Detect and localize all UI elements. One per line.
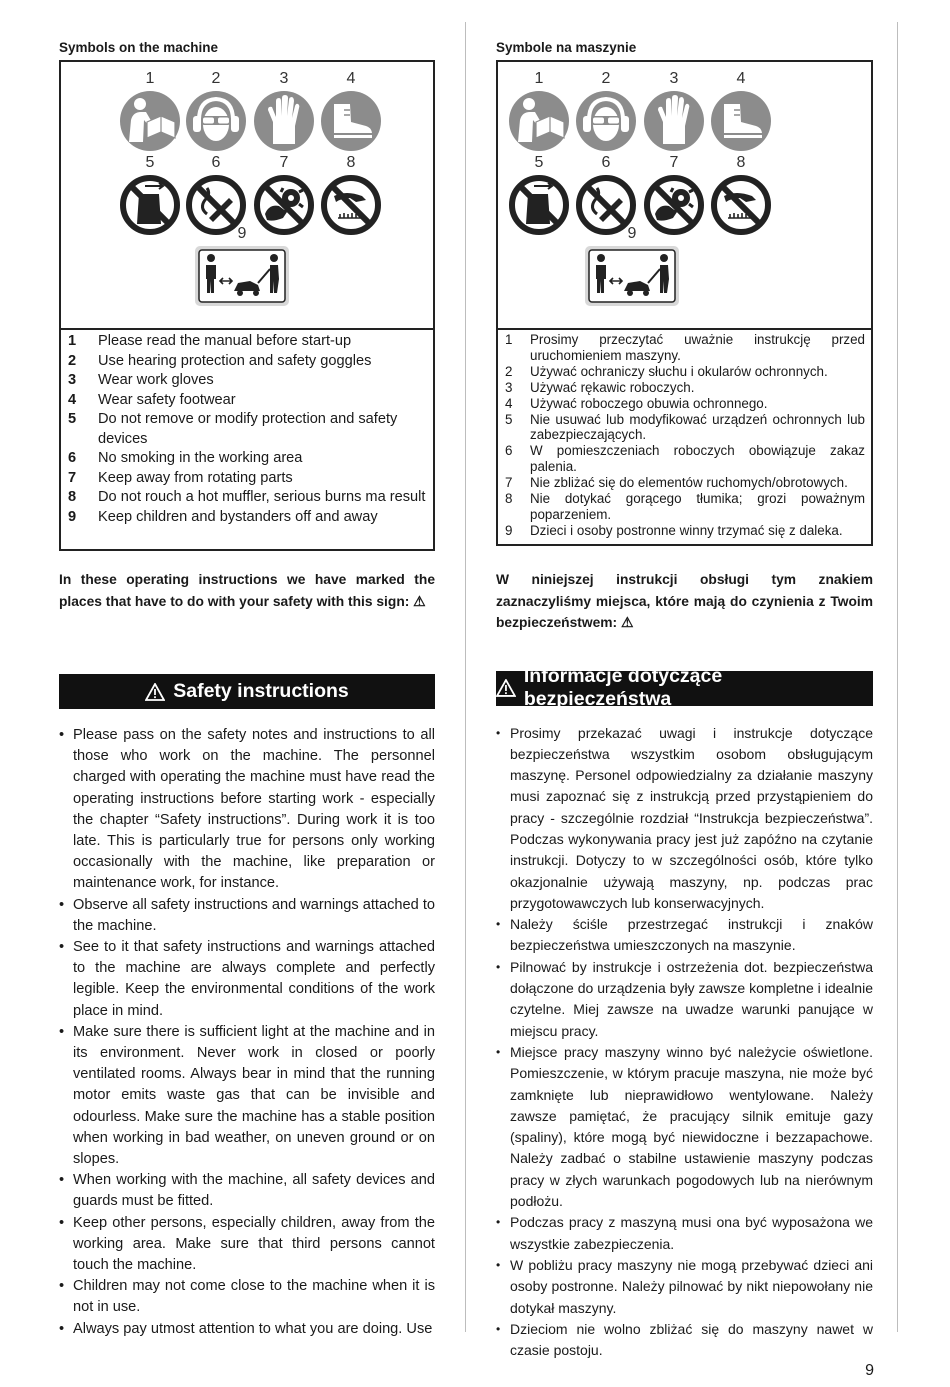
list-item: 9 Keep children and bystanders off and away [68, 508, 378, 525]
warning-icon [145, 683, 165, 701]
list-item: 6 No smoking in the working area [68, 450, 303, 466]
symbol-number: 6 [211, 154, 221, 171]
list-item: 7 Keep away from rotating parts [68, 469, 293, 486]
keep-bystanders-away-icon [584, 245, 680, 307]
list-item: 5 Do not remove or modify protection and safety devices [68, 411, 398, 447]
list-item: 3 Używać rękawic roboczych. [505, 379, 695, 395]
symbol-number: 2 [211, 70, 221, 87]
symbol-number: 5 [145, 154, 155, 171]
list-item: 9 Dzieci i osoby postronne winny trzymać się z daleka. [505, 522, 843, 538]
no-removing-guards-icon [508, 174, 570, 236]
safety-sign-note: W niniejszej instrukcji obsługi tym znakiem zaznaczyliśmy miejsca, które mają do czynienia z Twoim bezpieczeństwem: ⚠ [496, 572, 873, 630]
symbol-number: 1 [145, 70, 155, 87]
list-item: 5 Nie usuwać lub modyfikować urządzeń ochronnych lub zabezpieczających. [505, 411, 865, 443]
symbol-number: 7 [279, 154, 289, 171]
symbol-number: 1 [534, 70, 544, 87]
list-item: 3 Wear work gloves [68, 372, 214, 388]
no-touching-hot-muffler-icon [710, 174, 772, 236]
read-manual-icon [508, 90, 570, 152]
symbols-figure [61, 62, 433, 330]
symbol-number: 9 [237, 225, 247, 242]
list-item: • Pilnować by instrukcje i ostrzeżenia dot. bezpieczeństwa dołączone do urządzenia były zawsze kompletne i idealnie czytelne. Miej zawsze na uwadze warunki panujące w miejscu pracy. [496, 957, 873, 1042]
list-item: 8 Nie dotykać gorącego tłumika; grozi poważnym poparzeniem. [505, 491, 865, 522]
right-margin-line [897, 22, 898, 1332]
safety-boot-icon [320, 90, 382, 152]
list-item: • Podczas pracy z maszyną musi ona być wyposażona we wszystkie zabezpieczenia. [496, 1212, 873, 1255]
list-item: • W pobliżu pracy maszyny nie mogą przebywać dzieci ani osoby postronne. Należy pilnować by nikt niepowołany nie dotykał maszyny. [496, 1255, 873, 1319]
symbol-number: 9 [627, 225, 637, 242]
symbol-number: 4 [346, 70, 356, 87]
list-item: 4 Wear safety footwear [68, 391, 236, 408]
symbols-heading: Symbole na maszynie [496, 40, 637, 55]
polish-column [496, 38, 873, 1361]
list-item: • Children may not come close to the machine when it is not in use. [59, 1276, 435, 1318]
list-item: • Please pass on the safety notes and instructions to all those who work on the machine. The personnel charged with operating the machine must have read the operating instructions before starting work - especially the chapter “Safety instructions”. During work it is too late. This is particularly true for persons only working occasionally with the machine, like preparation or maintenance work, for instance. [59, 725, 435, 895]
symbols-box [59, 60, 435, 551]
safety-boot-icon [710, 90, 772, 152]
no-removing-guards-icon [119, 174, 181, 236]
safety-sign-note: In these operating instructions we have marked the places that have to do with your safety with this sign: ⚠ [59, 572, 435, 609]
symbol-legend [61, 330, 433, 529]
list-item: • Observe all safety instructions and warnings attached to the machine. [59, 895, 435, 937]
list-item: 8 Do not rouch a hot muffler, serious burns ma result [68, 489, 426, 505]
list-item: 1 Please read the manual before start-up [68, 333, 352, 349]
safety-bullets [59, 725, 435, 1340]
read-manual-icon [119, 90, 181, 152]
column-divider [465, 22, 466, 1332]
list-item: 7 Nie zbliżać się do elementów ruchomych/obrotowych. [505, 475, 848, 491]
symbol-number: 2 [601, 70, 611, 87]
no-touching-hot-muffler-icon [320, 174, 382, 236]
symbol-number: 8 [346, 154, 356, 171]
hearing-and-eye-protection-icon [575, 90, 637, 152]
work-gloves-icon [253, 90, 315, 152]
symbols-figure [498, 62, 871, 330]
symbol-legend [498, 330, 871, 541]
symbol-number: 8 [736, 154, 746, 171]
list-item: • See to it that safety instructions and warnings attached to the machine are always complete and perfectly legible. Keep the environmental conditions of the work place in mind. [59, 937, 435, 1022]
hearing-and-eye-protection-icon [185, 90, 247, 152]
symbols-heading: Symbols on the machine [59, 40, 219, 55]
list-item: • Dzieciom nie wolno zbliżać się do maszyny nawet w czasie postoju. [496, 1319, 873, 1362]
list-item: • When working with the machine, all safety devices and guards must be fitted. [59, 1170, 435, 1212]
symbol-number: 3 [279, 70, 289, 87]
safety-bullets [496, 723, 873, 1362]
work-gloves-icon [643, 90, 705, 152]
symbol-number: 3 [669, 70, 679, 87]
list-item: • Miejsce pracy maszyny winno być należycie oświetlone. Pomieszczenie, w którym pracuje maszyna, nie może być zamknięte lub nieprawidłowo wentylowane. Należy zawsze pamiętać, że pracujący silnik emituje gazy (spaliny), które mogą być niewidoczne i bezzapachowe. Należy zadbać o stabilne ustawienie maszyny podczas pracy w złych warunkach pogodowych lub na nierównym podłożu. [496, 1042, 873, 1212]
list-item: 2 Use hearing protection and safety goggles [68, 352, 372, 369]
warning-icon [496, 679, 516, 697]
page-number: 9 [865, 1362, 874, 1379]
list-item: 1 Prosimy przeczytać uważnie instrukcję przed uruchomieniem maszyny. [505, 332, 865, 363]
list-item: • Keep other persons, especially children, away from the working area. Make sure that third persons cannot touch the machine. [59, 1213, 435, 1277]
english-column [59, 38, 435, 1340]
section-banner [496, 665, 873, 710]
symbol-number: 5 [534, 154, 544, 171]
list-item: • Always pay utmost attention to what you are doing. Use [59, 1319, 435, 1340]
symbol-number: 6 [601, 154, 611, 171]
section-banner [59, 674, 435, 709]
symbols-box [496, 60, 873, 546]
list-item: 2 Używać ochraniczy słuchu i okularów ochronnych. [505, 363, 828, 379]
banner-title: Safety instructions [173, 680, 349, 702]
list-item: • Make sure there is sufficient light at the machine and in its environment. Never work in closed or poorly ventilated rooms. Always bear in mind that the running motor emits waste gas that can be invisible and odourless. Make sure the machine has a stable position when working in bad weather, on uneven ground or on slopes. [59, 1022, 435, 1170]
list-item: 6 W pomieszczeniach roboczych obowiązuje zakaz palenia. [505, 443, 865, 475]
keep-bystanders-away-icon [194, 245, 290, 307]
symbol-number: 4 [736, 70, 746, 87]
list-item: 4 Używać roboczego obuwia ochronnego. [505, 395, 768, 411]
list-item: • Należy ściśle przestrzegać instrukcji i znaków bezpieczeństwa umieszczonych na maszynie. [496, 914, 873, 957]
list-item: • Prosimy przekazać uwagi i instrukcje dotyczące bezpieczeństwa wszystkim osobom obsługującym maszynę. Personel odpowiedzialny za działanie maszyny musi zapoznać się z instrukcją przed przystąpieniem do pracy - szczególnie rozdział “Instrukcja bezpieczeństwa”. Podczas wykonywania pracy jest już zapóźno na czytanie instrukcji. Dotyczy to w szczególności osób, które tylko okazjonalnie używają maszyny, np. podczas prac przygotowawczych lub konserwacyjnych. [496, 723, 873, 915]
banner-title: Informacje dotyczące bezpieczeństwa [523, 665, 723, 710]
symbol-number: 7 [669, 154, 679, 171]
